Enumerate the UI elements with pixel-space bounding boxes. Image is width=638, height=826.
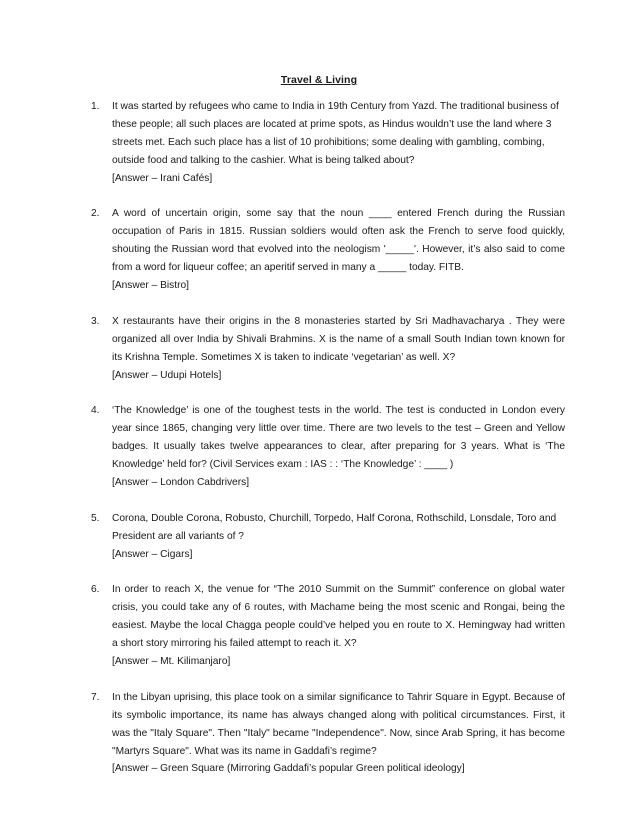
question-item-2 [91,205,565,295]
question-item-6 [91,581,565,671]
question-number: 5. [91,512,100,524]
question-text: It was started by refugees who came to India in 19th Century from Yazd. The traditional business of these people; all such places are located at prime spots, as Hindus wouldn’t use the land where 3 streets met. Each such place has a list of 10 prohibitions; some dealing with gambling, combing, outside food and talking to the cashier. What is being talked about? [112,101,559,166]
question-item-3 [91,313,565,385]
question-text: X restaurants have their origins in the 8 monasteries started by Sri Madhavacharya . They were organized all over India by Shivali Brahmins. X is the name of a small South Indian town known for its Krishna Temple. Sometimes X is taken to indicate ‘vegetarian’ as well. X? [112,315,565,363]
question-answer: [Answer – Green Square (Mirroring Gaddafi’s popular Green political ideology] [112,763,465,775]
question-answer: [Answer – Cigars] [112,548,193,560]
question-item-1 [91,98,565,188]
question-text: ‘The Knowledge’ is one of the toughest tests in the world. The test is conducted in London every year since 1865, changing very little over time. There are two levels to the test – Green and Yellow badges. It usually takes twelve appearances to clear, after preparing for 3 years. What is ‘The Knowledge’ held for? (Civil Services exam : IAS : : ‘The Knowledge’ : ____ ) [112,405,565,471]
question-item-4 [91,402,565,492]
question-answer: [Answer – Irani Cafés] [112,172,213,184]
question-number: 4. [91,405,100,417]
question-item-5 [91,510,565,564]
question-answer: [Answer – Bistro] [112,280,189,292]
question-number: 6. [91,584,100,596]
question-answer: [Answer – London Cabdrivers] [112,476,250,488]
question-text: In the Libyan uprising, this place took on a similar significance to Tahrir Square in Egypt. Because of its symbolic importance, its name has always changed along with political circumstances. First, it was the "Italy Square". Then "Italy" became "Independence". Now, since Arab Spring, it has become "Martyrs Square". What was its name in Gaddafi’s regime? [112,691,565,757]
question-item-7 [91,689,565,779]
question-number: 1. [91,101,100,112]
question-text: In order to reach X, the venue for “The 2010 Summit on the Summit” conference on global water crisis, you could take any of 6 routes, with Machame being the most scenic and Rongai, being the easiest. Maybe the local Chagga people could’ve helped you en route to X. Hemingway had written a short story mirroring his failed attempt to reach it. X? [112,584,565,650]
question-text: A word of uncertain origin, some say that the noun ____ entered French during the Russian occupation of Paris in 1815. Russian soldiers would often ask the French to serve food quickly, shouting the Russian word that evolved into the neologism '_____'. However, it’s also said to come from a word for liqueur coffee; an aperitif served in many a _____ today. FITB. [112,208,565,274]
question-text: Corona, Double Corona, Robusto, Churchill, Torpedo, Half Corona, Rothschild, Lonsdale, Toro and President are all variants of ? [112,512,557,542]
question-answer: [Answer – Mt. Kilimanjaro] [112,656,231,668]
question-number: 3. [91,315,100,327]
page-title: Travel & Living [280,74,358,86]
question-number: 2. [91,208,100,220]
question-list [91,98,565,796]
question-answer: [Answer – Udupi Hotels] [112,369,222,381]
question-number: 7. [91,691,100,703]
